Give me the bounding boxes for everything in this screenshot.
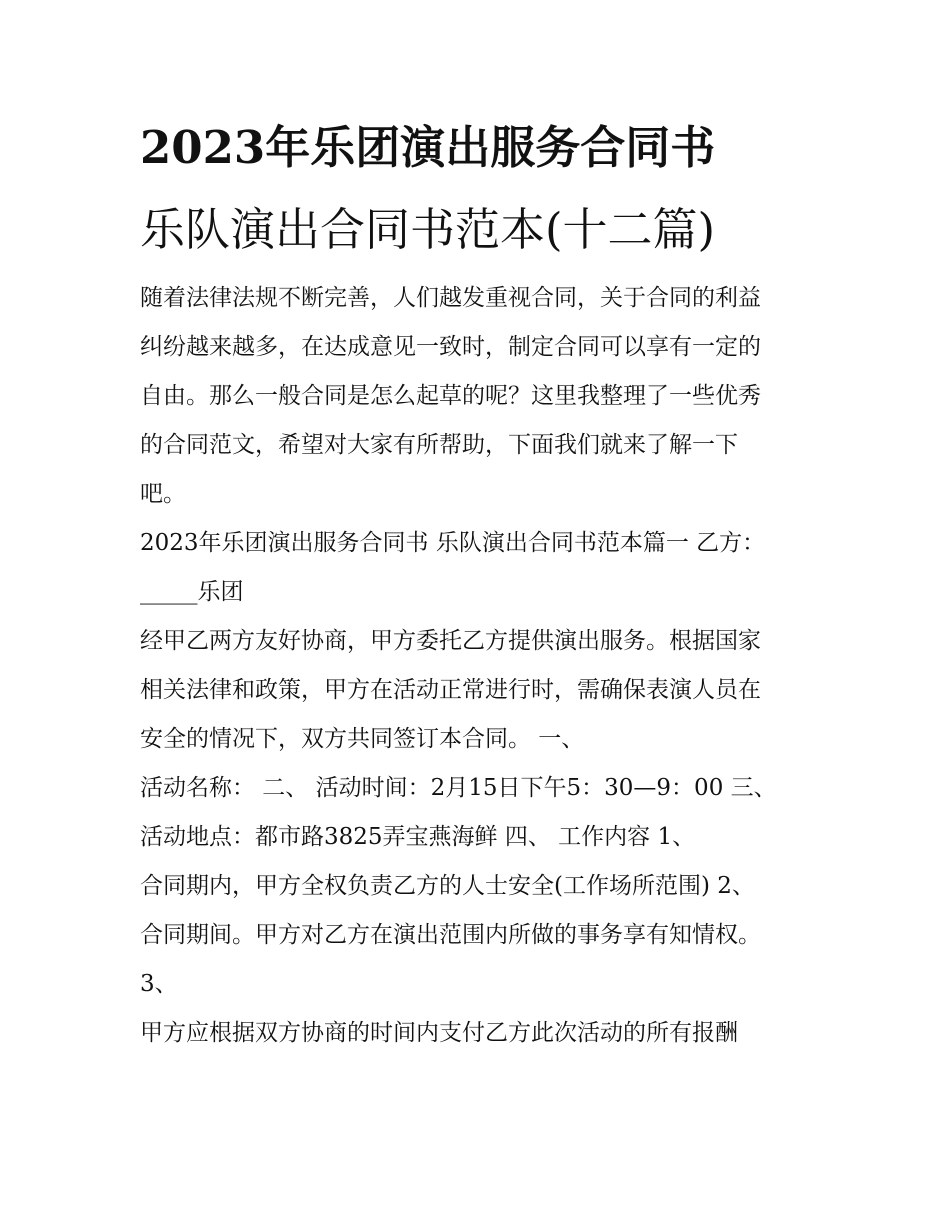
intro-line: 纠纷越来越多，在达成意见一致时，制定合同可以享有一定的 [140,334,761,360]
contract-line: 相关法律和政策，甲方在活动正常进行时，需确保表演人员在 [140,677,761,703]
contract-paragraph [140,617,820,1058]
contract-line: 活动名称： 二、 活动时间：2月15日下午5：30—9：00 三、 [140,775,777,801]
title-line-2: 乐队演出合同书范本(十二篇) [140,203,716,256]
document-content [140,118,820,1058]
contract-line: 经甲乙两方友好协商，甲方委托乙方提供演出服务。根据国家 [140,628,761,654]
contract-line: 甲方应根据双方协商的时间内支付乙方此次活动的所有报酬 [140,1020,738,1046]
contract-line: 合同期间。甲方对乙方在演出范围内所做的事务享有知情权。 [140,922,761,948]
party-b-name-line: _____乐团 [140,579,244,605]
section-heading-line: 2023年乐团演出服务合同书 乐队演出合同书范本篇一 乙方： [140,530,766,556]
title-line-1: 2023年乐团演出服务合同书 [140,121,716,174]
intro-line: 吧。 [140,481,186,507]
contract-line: 活动地点：都市路3825弄宝燕海鲜 四、 工作内容 1、 [140,824,696,850]
section-heading [140,519,820,617]
intro-line: 自由。那么一般合同是怎么起草的呢？这里我整理了一些优秀 [140,383,761,409]
document-title [140,118,820,260]
contract-line: 3、 [140,971,178,997]
contract-line: 安全的情况下，双方共同签订本合同。 一、 [140,726,585,752]
intro-line: 随着法律法规不断完善，人们越发重视合同，关于合同的利益 [140,285,761,311]
document-body [140,274,820,1058]
intro-line: 的合同范文，希望对大家有所帮助，下面我们就来了解一下 [140,432,738,458]
intro-paragraph [140,274,820,519]
contract-line: 合同期内，甲方全权负责乙方的人士安全(工作场所范围) 2、 [140,873,755,899]
